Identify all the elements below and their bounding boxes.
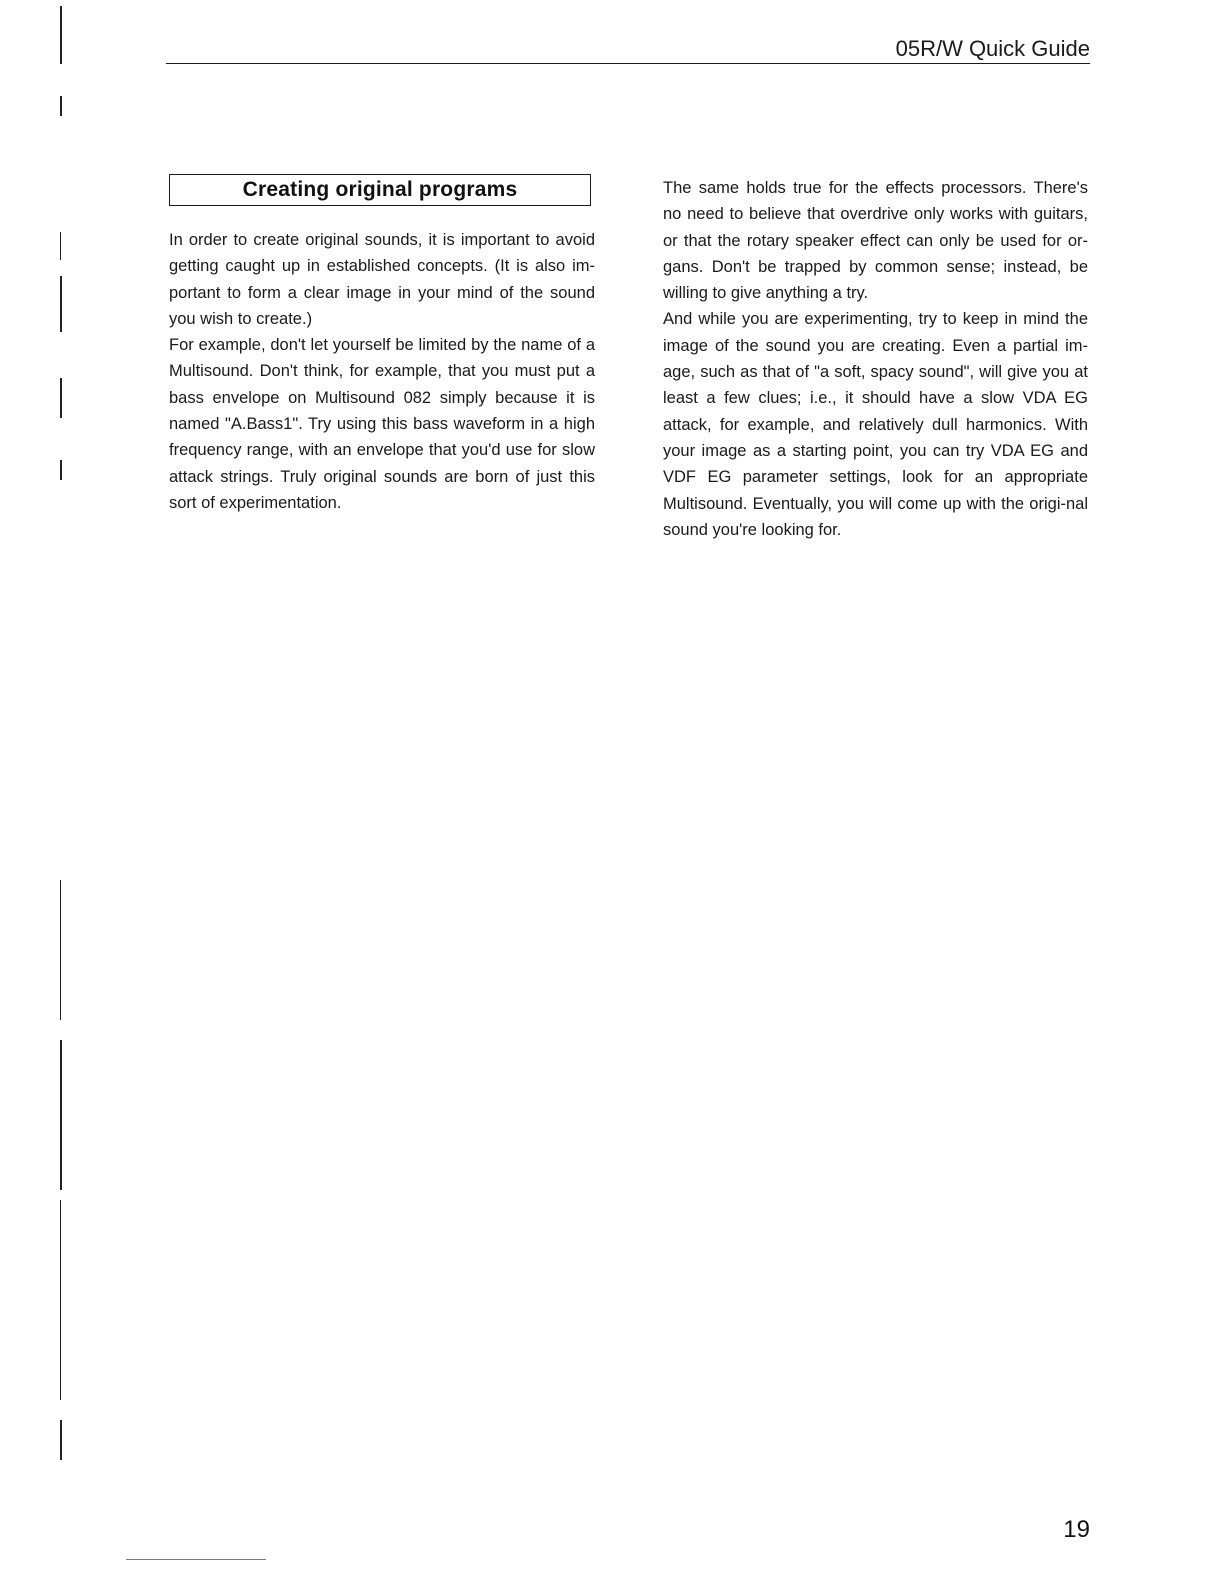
binding-mark [60, 378, 62, 418]
binding-mark [60, 96, 62, 116]
binding-mark [60, 6, 62, 64]
section-heading: Creating original programs [242, 178, 518, 201]
left-column [169, 227, 595, 516]
right-paragraph-2: And while you are experimenting, try to keep in mind the image of the sound you are creating. Even a partial im-age, such as that of "a soft, spacy sound", will give you at least a few clues; i.e., it should have a slow VDA EG attack, for example, and relatively dull harmonics. With your image as a starting point, you can try VDA EG and VDF EG parameter settings, look for an appropriate Multisound. Eventually, you will come up with the origi-nal sound you're looking for. [663, 310, 1088, 539]
section-heading-box [169, 174, 591, 206]
footer-rule [126, 1559, 266, 1560]
binding-mark [60, 276, 62, 332]
page-number: 19 [1063, 1516, 1090, 1543]
binding-mark [60, 1200, 61, 1400]
header-rule [166, 63, 1090, 64]
left-paragraph-2: For example, don't let yourself be limited by the name of a Multisound. Don't think, for example, that you must put a bass envelope on Multisound 082 simply because it is named "A.Bass1". Try using this bass waveform in a high frequency range, with an envelope that you'd use for slow attack strings. Truly original sounds are born of just this sort of experimentation. [169, 336, 595, 512]
binding-mark [60, 460, 62, 480]
binding-mark [60, 880, 61, 1020]
binding-mark [60, 1040, 62, 1190]
running-header-title: 05R/W Quick Guide [895, 36, 1090, 61]
right-paragraph-1: The same holds true for the effects processors. There's no need to believe that overdrive only works with guitars, or that the rotary speaker effect can only be used for or-gans. Don't be trapped by common sense; instead, be willing to give anything a try. [663, 179, 1088, 303]
left-paragraph-1: In order to create original sounds, it is important to avoid getting caught up in established concepts. (It is also im-portant to form a clear image in your mind of the sound you wish to create.) [169, 231, 595, 328]
binding-mark [60, 232, 61, 260]
binding-mark [60, 1420, 62, 1460]
right-column [663, 175, 1088, 543]
